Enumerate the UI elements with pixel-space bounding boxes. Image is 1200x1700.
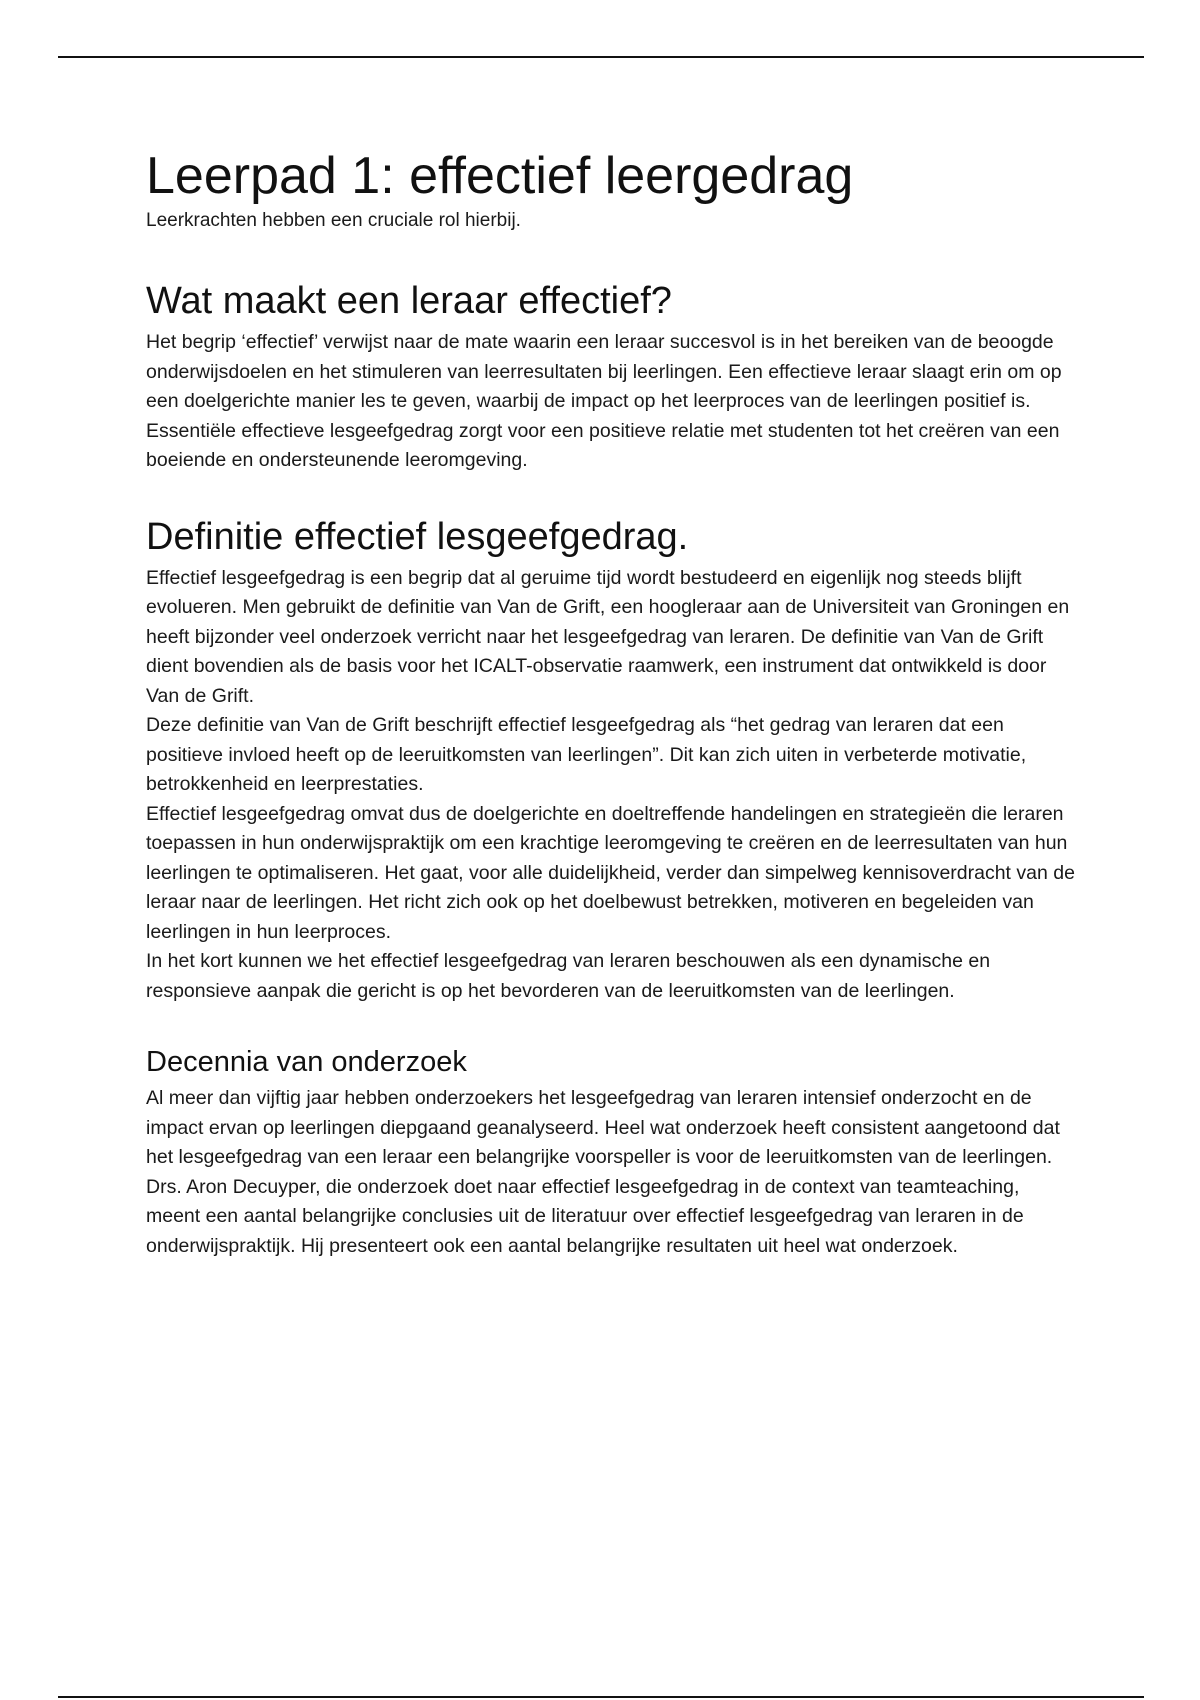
paragraph: Essentiële effectieve lesgeefgedrag zorgt voor een positieve relatie met studenten tot het creëren van een boeiende en ondersteunende leeromgeving. xyxy=(146,419,1060,471)
page-subtitle: Leerkrachten hebben een cruciale rol hierbij. xyxy=(146,210,521,231)
document-body xyxy=(146,146,1076,1261)
paragraph: Al meer dan vijftig jaar hebben onderzoekers het lesgeefgedrag van leraren intensief onderzocht en de impact ervan op leerlingen diepgaand geanalyseerd. Heel wat onderzoek heeft consistent aangetoond dat het lesgeefgedrag van een leraar een belangrijke voorspeller is voor de leeruitkomsten van de leerlingen. xyxy=(146,1087,1060,1168)
subsection-heading: Decennia van onderzoek xyxy=(146,1046,467,1078)
section-decades-of-research xyxy=(146,1044,1076,1261)
paragraph: Effectief lesgeefgedrag is een begrip dat al geruime tijd wordt bestudeerd en eigenlijk nog steeds blijft evolueren. Men gebruikt de definitie van Van de Grift, een hoogleraar aan de Universiteit van Groningen en heeft bijzonder veel onderzoek verricht naar het lesgeefgedrag van leraren. De definitie van Van de Grift dient bovendien als de basis voor het ICALT-observatie raamwerk, een instrument dat ontwikkeld is door Van de Grift. xyxy=(146,566,1070,707)
paragraph: In het kort kunnen we het effectief lesgeefgedrag van leraren beschouwen als een dynamische en responsieve aanpak die gericht is op het bevorderen van de leeruitkomsten van de leerlingen. xyxy=(146,950,991,1002)
paragraph: Effectief lesgeefgedrag omvat dus de doelgerichte en doeltreffende handelingen en strategieën die leraren toepassen in hun onderwijspraktijk om een krachtige leeromgeving te creëren en de leerresultaten van hun leerlingen te optimaliseren. Het gaat, voor alle duidelijkheid, verder dan simpelweg kennisoverdracht van de leraar naar de leerlingen. Het richt zich ook op het doelbewust betrekken, motiveren en begeleiden van leerlingen in hun leerproces. xyxy=(146,802,1075,943)
bottom-rule xyxy=(58,1696,1144,1698)
paragraph: Het begrip ‘effectief’ verwijst naar de mate waarin een leraar succesvol is in het bereiken van de beoogde onderwijsdoelen en het stimuleren van leerresultaten bij leerlingen. Een effectieve leraar slaagt erin om op een doelgerichte manier les te geven, waarbij de impact op het leerproces van de leerlingen positief is. xyxy=(146,331,1062,412)
section-heading: Wat maakt een leraar effectief? xyxy=(146,280,672,322)
section-definition xyxy=(146,514,1076,1007)
section-heading: Definitie effectief lesgeefgedrag. xyxy=(146,515,689,558)
top-rule xyxy=(58,56,1144,58)
paragraph: Drs. Aron Decuyper, die onderzoek doet naar effectief lesgeefgedrag in de context van teamteaching, meent een aantal belangrijke conclusies uit de literatuur over effectief lesgeefgedrag van leraren in de onderwijspraktijk. Hij presenteert ook een aantal belangrijke resultaten uit heel wat onderzoek. xyxy=(146,1175,1024,1257)
page-title: Leerpad 1: effectief leergedrag xyxy=(146,147,854,205)
section-effective-teacher xyxy=(146,278,1076,476)
paragraph: Deze definitie van Van de Grift beschrijft effectief lesgeefgedrag als “het gedrag van leraren dat een positieve invloed heeft op de leeruitkomsten van leerlingen”. Dit kan zich uiten in verbeterde motivatie, betrokkenheid en leerprestaties. xyxy=(146,714,1027,795)
